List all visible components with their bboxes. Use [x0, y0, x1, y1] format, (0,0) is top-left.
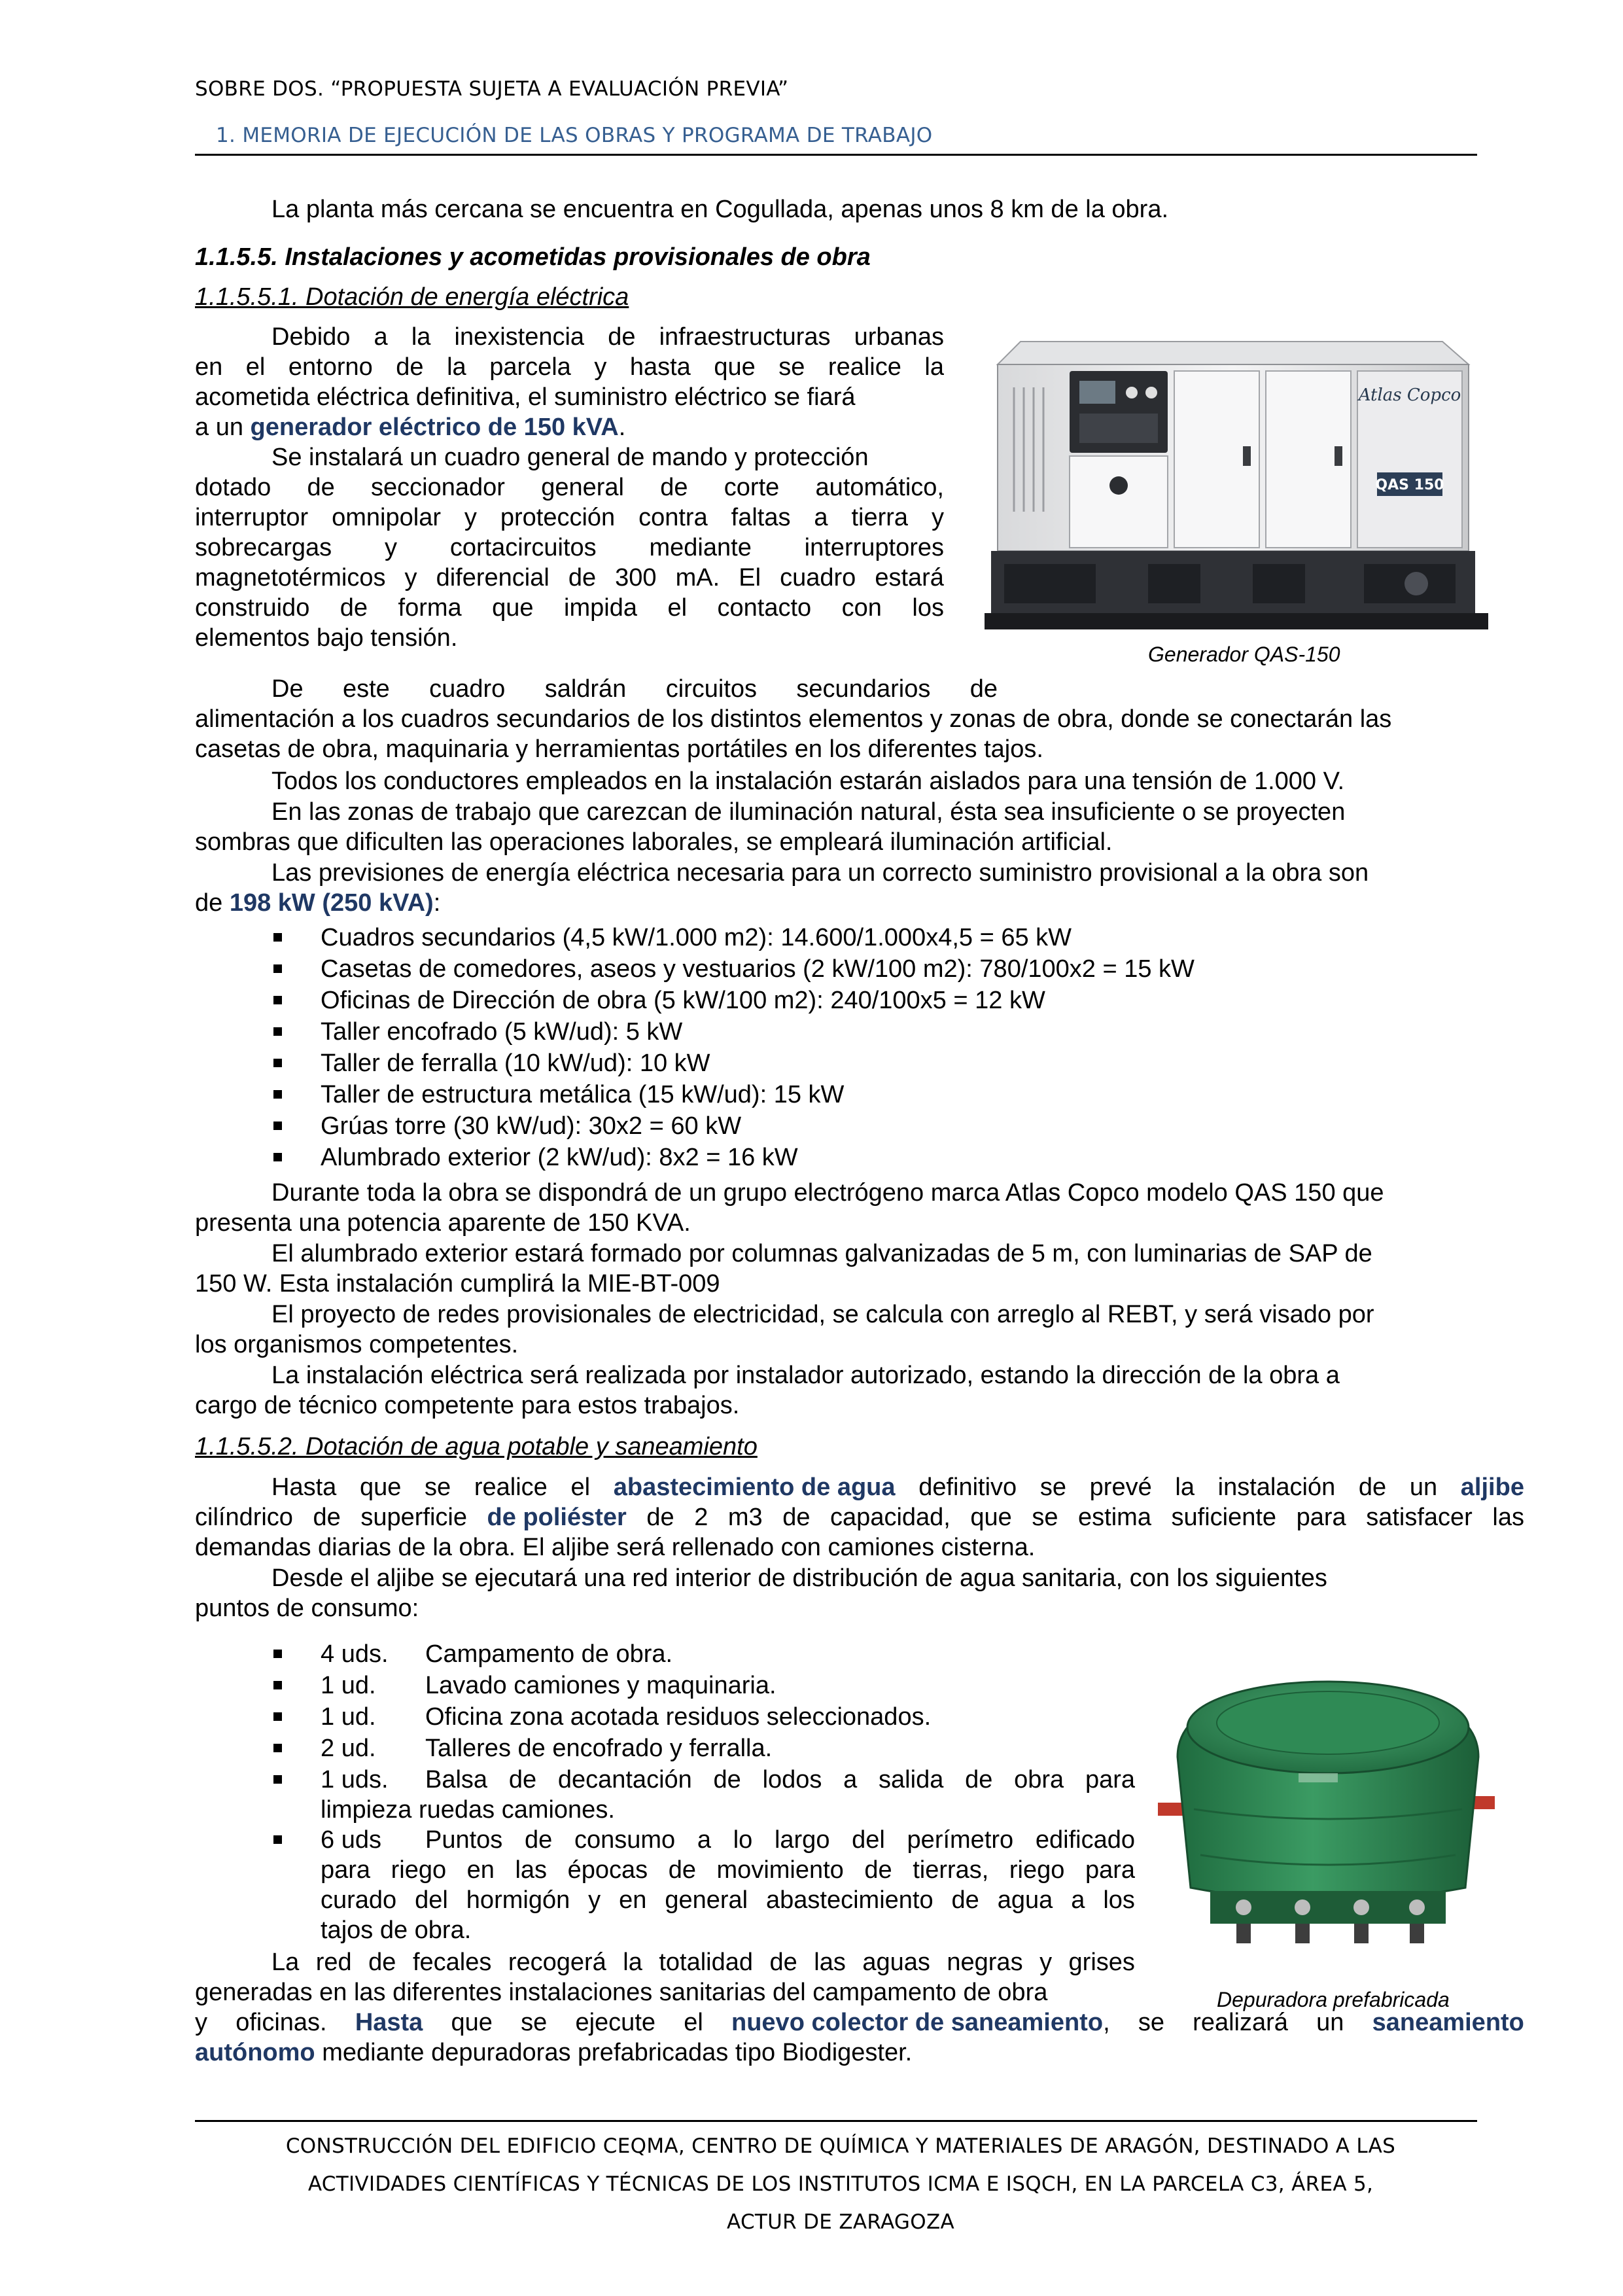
- list-item-qty: 6 uds: [321, 1826, 381, 1854]
- paragraph-line: Las previsiones de energía eléctrica necesaria para un correcto suministro provisional a la obra son: [271, 859, 1369, 887]
- bullet-icon: [273, 1027, 282, 1036]
- word: que: [970, 1504, 1012, 1531]
- word: construido: [195, 594, 310, 622]
- word: instalación: [1217, 1474, 1336, 1501]
- word: decantación: [557, 1766, 692, 1793]
- word: capacidad,: [830, 1504, 951, 1531]
- word: riego: [1009, 1856, 1065, 1884]
- word: de: [340, 594, 368, 622]
- word: de: [660, 474, 688, 501]
- word: de: [368, 1949, 396, 1976]
- word: en: [195, 353, 223, 381]
- list-item: Casetas de comedores, aseos y vestuarios (2 kW/100 m2): 780/100x2 = 15 kW: [321, 955, 1195, 983]
- word: de: [782, 1504, 811, 1531]
- word: contacto: [717, 594, 812, 622]
- word: la: [447, 353, 466, 381]
- word: satisfacer: [1366, 1504, 1473, 1531]
- emphasis-generator: generador eléctrico de 150 kVA: [250, 414, 619, 441]
- word: en: [619, 1886, 647, 1914]
- word: 2: [694, 1504, 708, 1531]
- paragraph-line: [271, 1947, 1135, 1977]
- word: tierras,: [913, 1856, 989, 1884]
- word: se: [1032, 1504, 1058, 1531]
- paragraph-line: generadas en las diferentes instalaciones sanitarias del campamento de obra: [195, 1979, 1048, 2006]
- word: tierra: [851, 504, 909, 531]
- word: realizará: [1193, 2009, 1288, 2036]
- word: el: [245, 353, 266, 381]
- word: salida: [879, 1766, 944, 1793]
- word: mA.: [675, 564, 720, 592]
- word: Hasta: [271, 1474, 337, 1501]
- word: estima: [1078, 1504, 1151, 1531]
- paragraph-line: Se instalará un cuadro general de mando y protección: [271, 444, 869, 471]
- paragraph-line: El alumbrado exterior estará formado por columnas galvanizadas de 5 m, con luminarias de SAP de: [271, 1240, 1372, 1267]
- word: oficinas.: [236, 2009, 327, 2036]
- word: largo: [774, 1826, 830, 1854]
- word: se: [425, 1474, 451, 1501]
- word: épocas: [567, 1856, 648, 1884]
- paragraph-line: demandas diarias de la obra. El aljibe será rellenado con camiones cisterna.: [195, 1534, 1036, 1561]
- paragraph-line: [271, 1472, 1524, 1502]
- word: inexistencia: [454, 323, 585, 351]
- word: corte: [724, 474, 780, 501]
- word: del: [852, 1826, 885, 1854]
- paragraph-line: [271, 674, 998, 704]
- list-item: 1 ud. Oficina zona acotada residuos seleccionados.: [321, 1703, 932, 1731]
- word: agua: [997, 1886, 1053, 1914]
- list-item: 4 uds. Campamento de obra.: [321, 1640, 673, 1668]
- list-item: 1 ud. Lavado camiones y maquinaria.: [321, 1672, 777, 1699]
- bullet-icon: [273, 964, 282, 973]
- word: perímetro: [907, 1826, 1014, 1854]
- bullet-icon: [273, 1650, 282, 1658]
- word: m3: [727, 1504, 763, 1531]
- word: que: [714, 353, 756, 381]
- word: diferencial: [436, 564, 550, 592]
- word: para: [1296, 1504, 1346, 1531]
- bullet-icon: [273, 1712, 282, 1721]
- list-item: [425, 1825, 1135, 1855]
- word: saneamiento: [1372, 2009, 1524, 2036]
- word: interruptores: [804, 534, 944, 561]
- footer-line: ACTIVIDADES CIENTÍFICAS Y TÉCNICAS DE LOS INSTITUTOS ICMA E ISQCH, EN LA PARCELA C3, ÁREA 5,: [307, 2172, 1374, 2196]
- bullet-icon: [273, 1122, 282, 1130]
- word: de: [313, 1504, 341, 1531]
- word: la: [924, 353, 944, 381]
- word: la: [411, 323, 431, 351]
- word: el: [570, 1474, 591, 1501]
- word: forma: [398, 594, 462, 622]
- paragraph-line: casetas de obra, maquinaria y herramientas portátiles en los diferentes tajos.: [195, 735, 1043, 763]
- footer-line: CONSTRUCCIÓN DEL EDIFICIO CEQMA, CENTRO DE QUÍMICA Y MATERIALES DE ARAGÓN, DESTINADO A LAS: [285, 2134, 1396, 2158]
- word: magnetotérmicos: [195, 564, 386, 592]
- paragraph-line: Desde el aljibe se ejecutará una red interior de distribución de agua sanitaria, con los siguientes: [271, 1564, 1327, 1592]
- word: recogerá: [508, 1949, 606, 1976]
- word: de: [1358, 1474, 1387, 1501]
- paragraph-line: [195, 2007, 1524, 2038]
- word: en: [466, 1856, 495, 1884]
- word: superficie: [360, 1504, 467, 1531]
- paragraph-line: cargo de técnico competente para estos trabajos.: [195, 1392, 740, 1419]
- word: circuitos: [665, 675, 758, 703]
- paragraph-line: Todos los conductores empleados en la instalación estarán aislados para una tensión de 1.000 V.: [271, 768, 1345, 795]
- word: mediante: [649, 534, 752, 561]
- emphasis-autonomo: autónomo: [195, 2039, 315, 2066]
- paragraph-line: En las zonas de trabajo que carezcan de iluminación natural, ésta sea insuficiente o se proyecten: [271, 798, 1346, 826]
- paragraph-line: los organismos competentes.: [195, 1331, 519, 1358]
- word: entorno: [288, 353, 373, 381]
- word: a: [374, 323, 388, 351]
- list-item-cont: tajos de obra.: [321, 1916, 472, 1944]
- bullet-icon: [273, 1059, 282, 1067]
- word: abastecimiento de agua: [613, 1474, 896, 1501]
- word: la: [1175, 1474, 1195, 1501]
- paragraph-line: [195, 593, 944, 623]
- emphasis-power-total: 198 kW (250 kVA): [229, 889, 434, 917]
- word: definitivo: [918, 1474, 1017, 1501]
- word: consumo: [574, 1826, 676, 1854]
- word: nuevo colector de saneamiento,: [731, 2009, 1110, 2036]
- list-item-cont: [321, 1855, 1135, 1885]
- word: este: [342, 675, 390, 703]
- depuradora-image: [1158, 1665, 1498, 1979]
- list-item: Oficinas de Dirección de obra (5 kW/100 m2): 240/100x5 = 12 kW: [321, 987, 1045, 1014]
- paragraph-line: [195, 352, 944, 382]
- word: general: [665, 1886, 748, 1914]
- intro-text: La planta más cercana se encuentra en Cogullada, apenas unos 8 km de la obra.: [271, 196, 1169, 223]
- word: secundarios: [796, 675, 931, 703]
- word: para: [1085, 1766, 1135, 1793]
- paragraph-line: a un generador eléctrico de 150 kVA.: [195, 414, 626, 441]
- word: el: [684, 2009, 703, 2036]
- word: y: [594, 353, 607, 381]
- word: aljibe: [1460, 1474, 1524, 1501]
- word: prevé: [1089, 1474, 1152, 1501]
- word: protección: [500, 504, 616, 531]
- paragraph-line: alimentación a los cuadros secundarios de los distintos elementos y zonas de obra, donde se conectarán las: [195, 705, 1392, 733]
- word: parcela: [489, 353, 571, 381]
- word: Hasta: [355, 2009, 423, 2036]
- list-item: Alumbrado exterior (2 kW/ud): 8x2 = 16 kW: [321, 1144, 798, 1171]
- word: y: [195, 2009, 207, 2036]
- word: contra: [638, 504, 708, 531]
- word: con: [841, 594, 882, 622]
- word: los: [912, 594, 944, 622]
- word: las: [814, 1949, 846, 1976]
- word: y: [588, 1886, 601, 1914]
- word: ejecute: [575, 2009, 656, 2036]
- word: De: [271, 675, 304, 703]
- paragraph-line: sombras que dificulten las operaciones laborales, se empleará iluminación artificial.: [195, 828, 1113, 856]
- word: aguas: [862, 1949, 930, 1976]
- paragraph-line: acometida eléctrica definitiva, el suministro eléctrico se fiará: [195, 383, 856, 411]
- word: de: [969, 675, 998, 703]
- word: fecales: [412, 1949, 492, 1976]
- word: automático,: [815, 474, 944, 501]
- word: saldrán: [544, 675, 627, 703]
- word: las: [515, 1856, 548, 1884]
- word: edificado: [1035, 1826, 1135, 1854]
- word: 300: [615, 564, 657, 592]
- word: de: [396, 353, 424, 381]
- word: que: [492, 594, 534, 622]
- list-item: [425, 1765, 1135, 1795]
- list-item: Taller de estructura metálica (15 kW/ud): 15 kW: [321, 1081, 845, 1108]
- paragraph-line: de 198 kW (250 kVA):: [195, 889, 441, 917]
- paragraph-line: [195, 1502, 1524, 1532]
- word: impida: [564, 594, 637, 622]
- section-heading-11551: 1.1.5.5.1. Dotación de energía eléctrica: [195, 283, 629, 311]
- word: La: [271, 1949, 300, 1976]
- word: grises: [1068, 1949, 1135, 1976]
- word: totalidad: [659, 1949, 754, 1976]
- word: del: [415, 1886, 448, 1914]
- word: movimiento: [716, 1856, 844, 1884]
- word: de: [646, 1504, 674, 1531]
- word: de: [307, 474, 335, 501]
- word: cuadro: [429, 675, 506, 703]
- list-item: Grúas torre (30 kW/ud): 30x2 = 60 kW: [321, 1112, 742, 1140]
- word: se: [521, 2009, 548, 2036]
- word: de: [508, 1766, 537, 1793]
- bullet-icon: [273, 996, 282, 1004]
- word: sobrecargas: [195, 534, 332, 561]
- generator-caption: Generador QAS-150: [1148, 643, 1340, 666]
- word: de: [951, 1886, 979, 1914]
- generator-brand-label: Atlas Copco: [1358, 385, 1461, 405]
- word: realice: [828, 353, 901, 381]
- word: se: [778, 353, 805, 381]
- generator-model-label: QAS 150: [1375, 477, 1444, 493]
- word: de poliéster: [487, 1504, 627, 1531]
- bullet-icon: [273, 1835, 282, 1844]
- word: hasta: [629, 353, 691, 381]
- word: estará: [875, 564, 944, 592]
- paragraph-line: La instalación eléctrica será realizada por instalador autorizado, estando la dirección de la obra a: [271, 1362, 1340, 1389]
- paragraph-line: presenta una potencia aparente de 150 KVA.: [195, 1209, 691, 1237]
- bullet-icon: [273, 1090, 282, 1099]
- paragraph-line: [271, 322, 944, 352]
- header-subtitle: 1. MEMORIA DE EJECUCIÓN DE LAS OBRAS Y PROGRAMA DE TRABAJO: [216, 124, 933, 147]
- word: y: [404, 564, 417, 592]
- footer-rule: [195, 2120, 1477, 2122]
- word: Balsa: [425, 1766, 488, 1793]
- word: omnipolar: [332, 504, 441, 531]
- list-item: 2 ud. Talleres de encofrado y ferralla.: [321, 1735, 773, 1762]
- word: de: [769, 1949, 797, 1976]
- word: y: [931, 504, 944, 531]
- generator-image: [985, 315, 1488, 639]
- word: cortacircuitos: [449, 534, 597, 561]
- word: urbanas: [854, 323, 944, 351]
- bullet-icon: [273, 1775, 282, 1784]
- word: las: [1492, 1504, 1524, 1531]
- word: interruptor: [195, 504, 309, 531]
- list-item: Taller encofrado (5 kW/ud): 5 kW: [321, 1018, 683, 1046]
- word: de: [525, 1826, 553, 1854]
- word: para: [321, 1856, 371, 1884]
- word: la: [623, 1949, 642, 1976]
- word: un: [1316, 2009, 1344, 2036]
- word: para: [1085, 1856, 1135, 1884]
- word: cuadro: [780, 564, 856, 592]
- word: hormigón: [466, 1886, 570, 1914]
- word: de: [713, 1766, 741, 1793]
- paragraph-line: autónomo mediante depuradoras prefabricadas tipo Biodigester.: [195, 2039, 913, 2066]
- word: lodos: [762, 1766, 822, 1793]
- word: negras: [947, 1949, 1023, 1976]
- word: un: [1409, 1474, 1438, 1501]
- word: dotado: [195, 474, 271, 501]
- word: se: [1039, 1474, 1066, 1501]
- bullet-icon: [273, 933, 282, 942]
- list-item-qty: 1 uds.: [321, 1766, 389, 1793]
- paragraph-line: [195, 533, 944, 563]
- word: de: [668, 1856, 696, 1884]
- word: de: [568, 564, 597, 592]
- word: seccionador: [371, 474, 505, 501]
- header-title: SOBRE DOS. “PROPUESTA SUJETA A EVALUACIÓN PREVIA”: [195, 77, 789, 101]
- paragraph-line: El proyecto de redes provisionales de electricidad, se calcula con arreglo al REBT, y será visado por: [271, 1301, 1374, 1328]
- word: a: [843, 1766, 858, 1793]
- word: se: [1138, 2009, 1164, 2036]
- word: obra: [1014, 1766, 1064, 1793]
- word: abastecimiento: [766, 1886, 934, 1914]
- word: red: [315, 1949, 352, 1976]
- word: a: [814, 504, 828, 531]
- word: de: [864, 1856, 892, 1884]
- word: que: [359, 1474, 402, 1501]
- word: de: [965, 1766, 993, 1793]
- word: realice: [474, 1474, 548, 1501]
- word: infraestructuras: [659, 323, 831, 351]
- section-heading-11552: 1.1.5.5.2. Dotación de agua potable y saneamiento: [195, 1433, 758, 1460]
- word: Puntos: [425, 1826, 503, 1854]
- word: curado: [321, 1886, 397, 1914]
- word: El: [739, 564, 761, 592]
- word: y: [384, 534, 397, 561]
- word: Debido: [271, 323, 351, 351]
- list-item: Cuadros secundarios (4,5 kW/1.000 m2): 14.600/1.000x4,5 = 65 kW: [321, 924, 1072, 951]
- bullet-icon: [273, 1153, 282, 1161]
- word: y: [464, 504, 477, 531]
- section-heading-1155: 1.1.5.5. Instalaciones y acometidas provisionales de obra: [195, 243, 871, 271]
- word: lo: [733, 1826, 753, 1854]
- header-rule: [195, 154, 1477, 156]
- list-item-cont: limpieza ruedas camiones.: [321, 1796, 615, 1824]
- paragraph-line: elementos bajo tensión.: [195, 624, 458, 652]
- paragraph-line: puntos de consumo:: [195, 1595, 419, 1622]
- word: riego: [391, 1856, 447, 1884]
- word: de: [608, 323, 636, 351]
- word: y: [1039, 1949, 1053, 1976]
- paragraph-line: Durante toda la obra se dispondrá de un grupo electrógeno marca Atlas Copco modelo QAS 150 que: [271, 1179, 1384, 1207]
- word: cilíndrico: [195, 1504, 293, 1531]
- depuradora-caption: Depuradora prefabricada: [1217, 1988, 1450, 2011]
- word: a: [697, 1826, 711, 1854]
- paragraph-line: [195, 503, 944, 533]
- paragraph-line: [195, 472, 944, 503]
- paragraph-line: 150 W. Esta instalación cumplirá la MIE-BT-009: [195, 1270, 720, 1298]
- bullet-icon: [273, 1744, 282, 1752]
- word: el: [667, 594, 688, 622]
- word: los: [1103, 1886, 1135, 1914]
- bullet-icon: [273, 1681, 282, 1689]
- word: faltas: [731, 504, 791, 531]
- paragraph-line: [195, 563, 944, 593]
- word: a: [1071, 1886, 1085, 1914]
- word: que: [451, 2009, 493, 2036]
- word: suficiente: [1171, 1504, 1277, 1531]
- word: general: [541, 474, 624, 501]
- footer-line: ACTUR DE ZARAGOZA: [727, 2210, 954, 2234]
- list-item-cont: [321, 1885, 1135, 1915]
- list-item: Taller de ferralla (10 kW/ud): 10 kW: [321, 1050, 710, 1077]
